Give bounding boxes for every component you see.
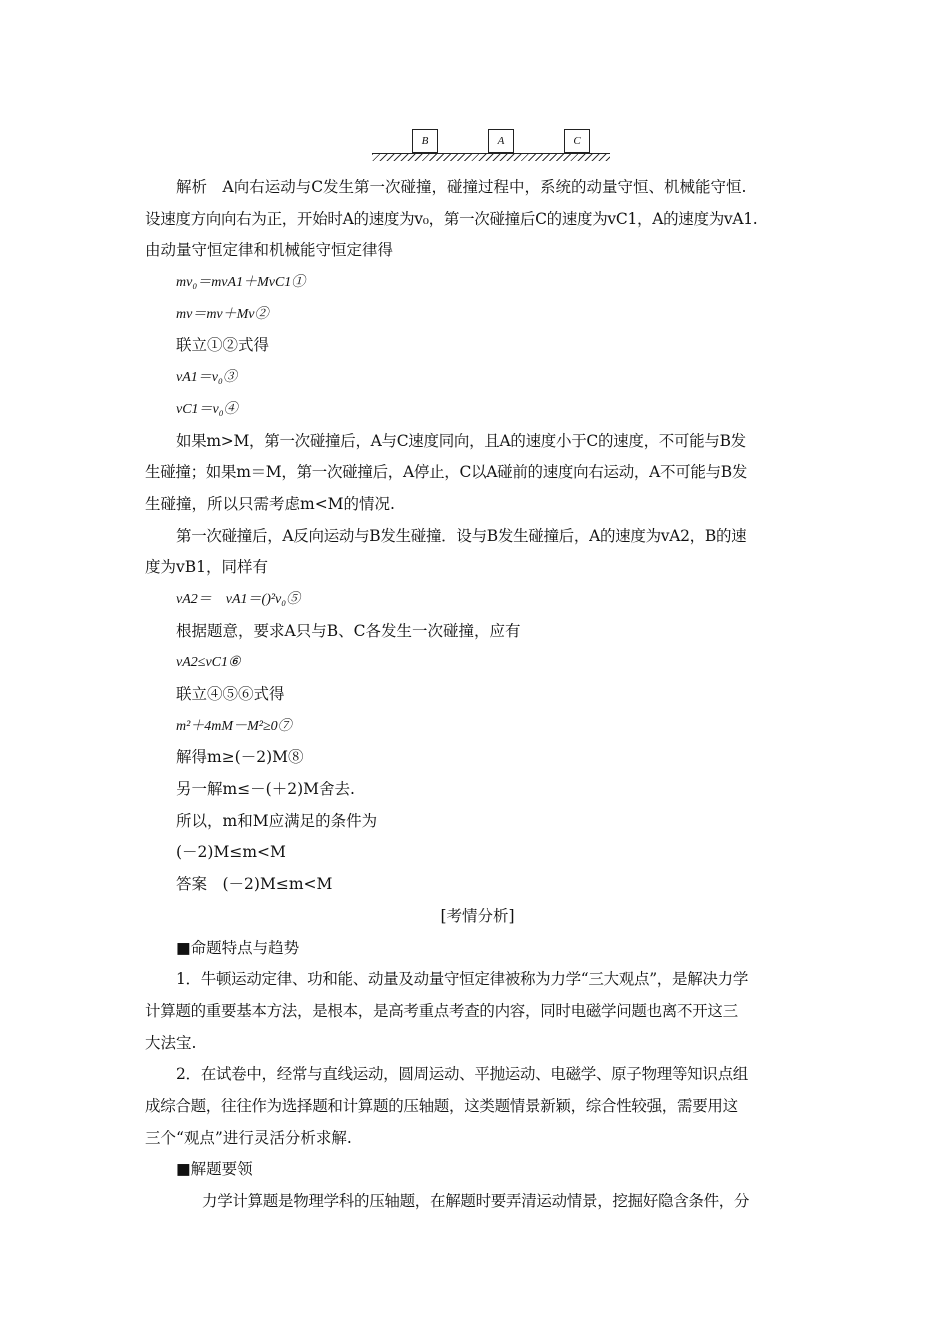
solution-line: (－2)M≤m<M [176,843,286,862]
solution-line: 所以，m和M应满足的条件为 [176,811,378,830]
paragraph-line: 计算题的重要基本方法，是根本，是高考重点考查的内容，同时电磁学问题也离不开这三 [145,1001,738,1020]
solution-line: 解得m≥(－2)M⑧ [176,748,304,767]
equation-line: m²＋4mM－M²≥0⑦ [176,718,292,734]
solution-line: 设速度方向向右为正，开始时A的速度为v₀，第一次碰撞后C的速度为vC1，A的速度为vA1. [145,209,758,228]
paragraph-line: 成综合题，往往作为选择题和计算题的压轴题，这类题情景新颖，综合性较强，需要用这 [145,1096,738,1115]
solution-line: 另一解m≤－(＋2)M舍去. [176,780,355,799]
solution-line: 生碰撞，所以只需考虑m<M的情况. [145,494,395,513]
solution-line: 联立①②式得 [176,336,270,355]
equation-line: mv₀＝mvA1＋MvC1① [176,275,306,291]
paragraph-line: 三个“观点”进行灵活分析求解. [145,1128,352,1147]
paragraph-line: 1．牛顿运动定律、功和能、动量及动量守恒定律被称为力学“三大观点”，是解决力学 [176,970,749,989]
paragraph-line: 力学计算题是物理学科的压轴题，在解题时要弄清运动情景，挖掘好隐含条件，分 [202,1192,750,1210]
paragraph-line: 大法宝. [145,1033,197,1052]
solution-line: 第一次碰撞后，A反向运动与B发生碰撞．设与B发生碰撞后，A的速度为vA2，B的速 [176,526,747,545]
solution-line: 如果m>M，第一次碰撞后，A与C速度同向，且A的速度小于C的速度，不可能与B发 [176,431,746,450]
block-c: C [564,129,590,153]
equation-line: vA2≤vC1⑥ [176,655,241,671]
solution-line: 联立④⑤⑥式得 [176,685,285,703]
equation-line: vC1＝v₀④ [176,401,238,417]
equation-line: mv＝mv＋Mv② [176,306,269,322]
section-heading: [考情分析] [440,906,515,925]
equation-line: vA2＝ vA1＝()²v₀⑤ [176,591,301,607]
block-a: A [488,129,514,153]
equation-line: vA1＝v₀③ [176,370,237,386]
document-body [145,172,810,1218]
solution-line: 由动量守恒定律和机械能守恒定律得 [145,241,394,260]
solution-line: 生碰撞；如果m＝M，第一次碰撞后，A停止，C以A碰前的速度向右运动，A不可能与B发 [145,463,748,482]
solution-line: 解析 A向右运动与C发生第一次碰撞，碰撞过程中，系统的动量守恒、机械能守恒. [176,178,747,196]
subsection-heading: ■解题要领 [176,1160,253,1179]
solution-line: 度为vB1，同样有 [145,558,269,577]
ground-hatching [372,154,610,161]
solution-line: 根据题意，要求A只与B、C各发生一次碰撞，应有 [176,621,521,640]
block-b: B [412,129,438,153]
answer-line: 答案 (－2)M≤m<M [176,875,333,894]
collision-figure [370,125,615,165]
subsection-heading: ■命题特点与趋势 [176,938,300,957]
paragraph-line: 2．在试卷中，经常与直线运动，圆周运动、平抛运动、电磁学、原子物理等知识点组 [176,1065,748,1084]
